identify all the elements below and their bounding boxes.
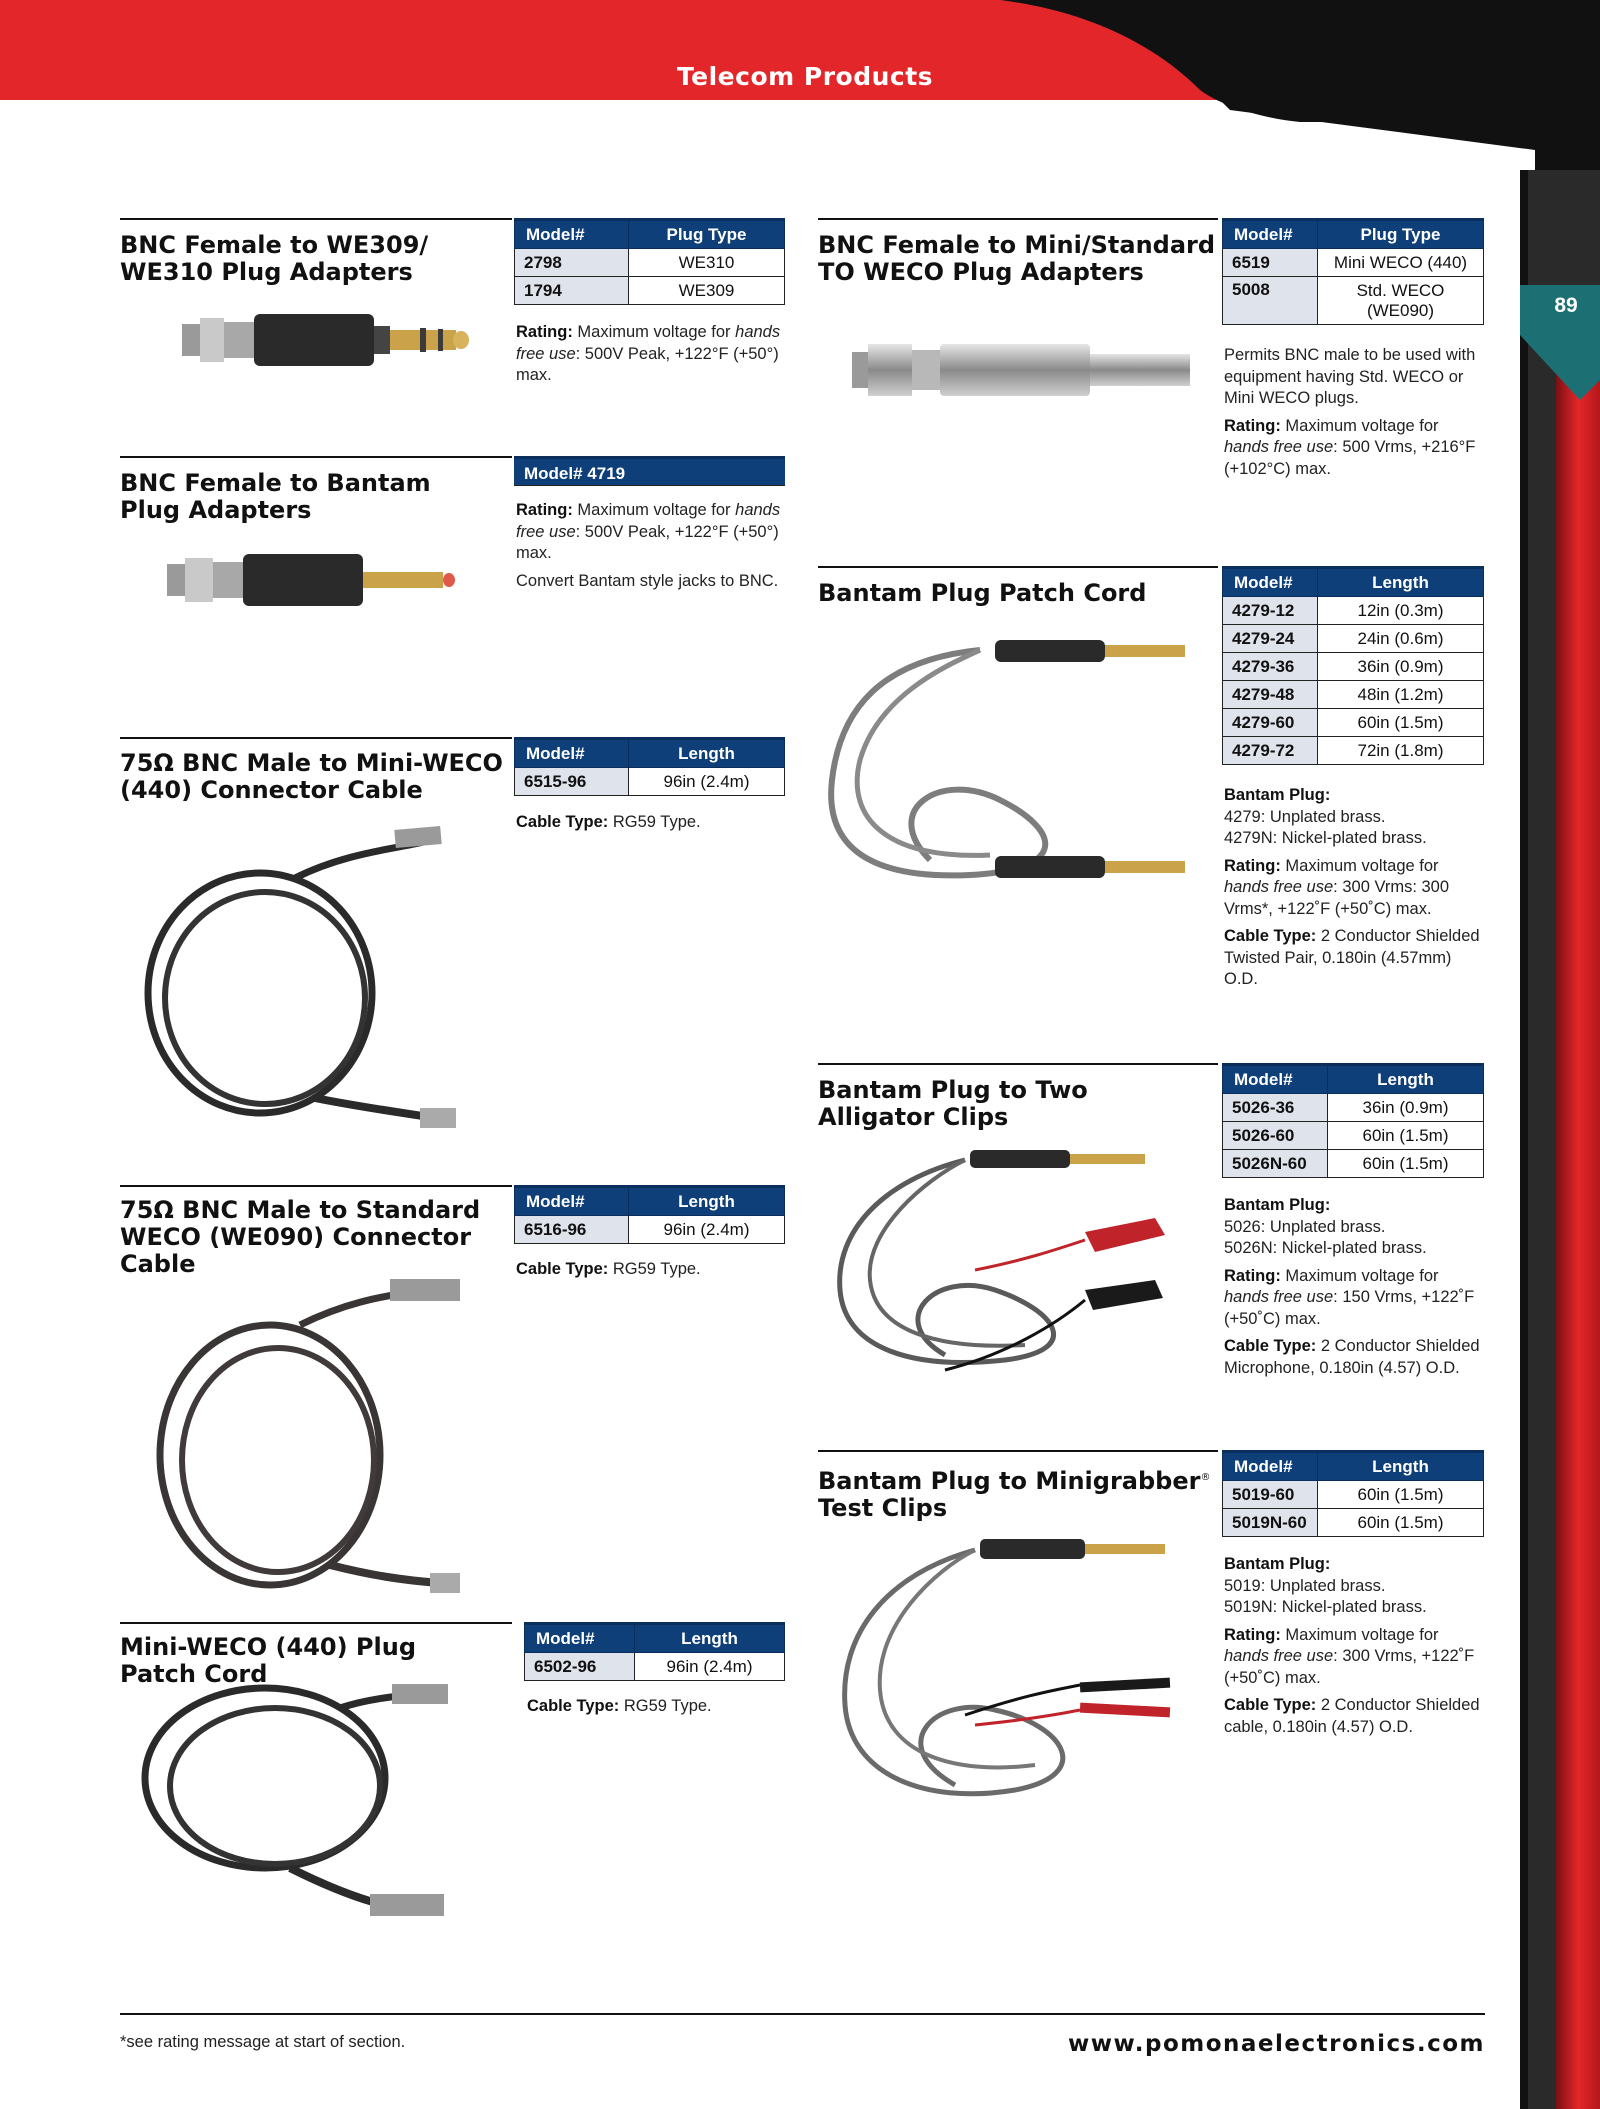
col-header: Model# <box>525 1624 635 1653</box>
value-cell: 60in (1.5m) <box>1318 1481 1484 1509</box>
model-cell: 4279-12 <box>1223 597 1318 625</box>
description-text <box>1224 1554 1484 1744</box>
spec-table-5026 <box>1222 1063 1484 1178</box>
rating-pre: Maximum voltage for <box>572 323 736 341</box>
model-cell: 2798 <box>515 249 629 277</box>
rating-italic: hands free use <box>516 501 781 541</box>
title-line: Patch Cord <box>120 1660 268 1688</box>
value-cell: 60in (1.5m) <box>1328 1150 1484 1178</box>
rating-italic: hands free use <box>1224 438 1334 456</box>
title-line: BNC Female to Mini/Standard <box>818 231 1216 259</box>
rating-label: Rating: <box>516 323 573 341</box>
plug-line: 5019N: Nickel-plated brass. <box>1224 1598 1427 1616</box>
section-title-weco-adapter <box>818 232 1215 286</box>
model-cell: 6516-96 <box>515 1216 629 1244</box>
section-title-mini-weco-cable <box>120 750 503 804</box>
title-line <box>818 1464 1210 1495</box>
cable-type-text <box>527 1696 785 1724</box>
model-cell: 4279-24 <box>1223 625 1318 653</box>
section-rule <box>818 566 1218 568</box>
cable-value: 2 Conductor Shielded cable, 0.180in (4.57) O.D. <box>1224 1696 1480 1736</box>
title-line: Cable <box>120 1250 196 1278</box>
value-cell: 60in (1.5m) <box>1328 1122 1484 1150</box>
model-cell: 4279-36 <box>1223 653 1318 681</box>
model-cell: 6515-96 <box>515 768 629 796</box>
title-line: 75Ω BNC Male to Standard <box>120 1196 481 1224</box>
value-cell: Std. WECO (WE090) <box>1318 277 1484 325</box>
value-cell: 24in (0.6m) <box>1318 625 1484 653</box>
title-line: WE310 Plug Adapters <box>120 258 413 286</box>
value-cell: WE309 <box>629 277 785 305</box>
model-cell: 5026-60 <box>1223 1122 1328 1150</box>
alligator-5026-image <box>825 1140 1205 1390</box>
rating-post: : 500 Vrms, +216°F (+102°C) max. <box>1224 438 1476 478</box>
description-text <box>1224 785 1484 997</box>
description-text <box>1224 1195 1484 1385</box>
rating-label: Rating: <box>516 501 573 519</box>
value-cell: 48in (1.2m) <box>1318 681 1484 709</box>
title-line: Bantam Plug to Two <box>818 1076 1088 1104</box>
value-cell: 60in (1.5m) <box>1318 1509 1484 1537</box>
section-rule <box>120 218 512 220</box>
cable-label: Cable Type: <box>1224 1696 1317 1714</box>
spec-table-we309 <box>514 218 785 305</box>
description-text <box>1224 345 1484 486</box>
rating-pre: Maximum voltage for <box>1280 1266 1439 1285</box>
plug-line: 5026: Unplated brass. <box>1224 1217 1386 1236</box>
cable-label: Cable Type: <box>527 1697 620 1715</box>
col-header: Length <box>1318 568 1484 597</box>
section-rule <box>120 737 512 739</box>
col-header: Length <box>1328 1065 1484 1094</box>
cable-value: 2 Conductor Shielded Microphone, 0.180in (4.57) O.D. <box>1224 1337 1480 1377</box>
col-header: Model# <box>1223 1452 1318 1481</box>
title-line: Mini-WECO (440) Plug <box>120 1633 417 1661</box>
table-row <box>1223 597 1484 625</box>
cable-value: RG59 Type. <box>619 1697 712 1715</box>
plug-label: Bantam Plug: <box>1224 1196 1331 1214</box>
table-row <box>515 249 785 277</box>
spec-table-weco-adapter <box>1222 218 1484 325</box>
registered-mark: ® <box>1200 1472 1211 1483</box>
table-row <box>1223 1150 1484 1178</box>
col-header: Model# <box>1223 568 1318 597</box>
rating-text <box>516 500 786 598</box>
model-cell: 4279-72 <box>1223 737 1318 765</box>
spec-table-6502 <box>524 1622 785 1681</box>
col-header: Model# <box>1223 1065 1328 1094</box>
model-cell: 6519 <box>1223 249 1318 277</box>
table-row <box>515 768 785 796</box>
value-cell: 36in (0.9m) <box>1318 653 1484 681</box>
value-cell: 96in (2.4m) <box>629 1216 785 1244</box>
cable-type-text <box>516 812 786 840</box>
section-rule <box>120 1622 512 1624</box>
section-title-bantam-patch <box>818 580 1146 607</box>
table-row <box>1223 625 1484 653</box>
value-cell: 12in (0.3m) <box>1318 597 1484 625</box>
rating-label: Rating: <box>1224 1625 1281 1644</box>
model-cell: 5008 <box>1223 277 1318 325</box>
title-line: Alligator Clips <box>818 1103 1009 1131</box>
cable-label: Cable Type: <box>1224 1337 1317 1355</box>
page-number: 89 <box>1554 294 1578 317</box>
plug-line: 4279N: Nickel-plated brass. <box>1224 829 1427 847</box>
model-cell: 4279-48 <box>1223 681 1318 709</box>
adapter-we309-image <box>180 300 470 380</box>
col-header: Model# <box>515 1187 629 1216</box>
table-row <box>1223 277 1484 325</box>
rating-italic: hands free use <box>1224 1288 1334 1306</box>
table-row <box>515 277 785 305</box>
adapter-bantam-image <box>165 540 465 620</box>
footer-rule <box>120 2013 1485 2015</box>
title-line: Test Clips <box>818 1494 948 1522</box>
cable-label: Cable Type: <box>1224 927 1317 945</box>
side-stripe <box>1520 170 1600 2109</box>
col-header: Model# <box>515 739 629 768</box>
page-title: Telecom Products <box>676 62 934 91</box>
value-cell: 60in (1.5m) <box>1318 709 1484 737</box>
section-rule <box>120 456 512 458</box>
table-row <box>525 1653 785 1681</box>
plug-label: Bantam Plug: <box>1224 786 1331 804</box>
col-header: Length <box>635 1624 785 1653</box>
col-header: Model# <box>1223 220 1318 249</box>
value-cell: 96in (2.4m) <box>635 1653 785 1681</box>
model-cell: 5026-36 <box>1223 1094 1328 1122</box>
rating-pre: Maximum voltage for <box>1280 416 1439 435</box>
title-line: BNC Female to Bantam <box>120 469 431 497</box>
spec-table-4279 <box>1222 566 1484 765</box>
cable-value: 2 Conductor Shielded Twisted Pair, 0.180in (4.57mm) O.D. <box>1224 927 1480 988</box>
footnote: *see rating message at start of section. <box>120 2033 406 2051</box>
cable-value: RG59 Type. <box>608 813 701 831</box>
table-row <box>1223 1481 1484 1509</box>
rating-pre: Maximum voltage for <box>572 501 736 519</box>
cable-6515-image <box>135 818 465 1138</box>
section-rule <box>120 1185 512 1187</box>
model-cell: 6502-96 <box>525 1653 635 1681</box>
model-cell: 1794 <box>515 277 629 305</box>
cable-6516-image <box>140 1265 470 1605</box>
rating-label: Rating: <box>1224 856 1281 875</box>
model-cell: 5026N-60 <box>1223 1150 1328 1178</box>
model-cell: 4279-60 <box>1223 709 1318 737</box>
table-row <box>515 1216 785 1244</box>
plug-label: Bantam Plug: <box>1224 1555 1331 1573</box>
value-cell: WE310 <box>629 249 785 277</box>
model-cell: 5019-60 <box>1223 1481 1318 1509</box>
col-header: Model# <box>515 220 629 249</box>
plug-line: 4279: Unplated brass. <box>1224 807 1386 826</box>
model-bar-4719: Model# 4719 <box>514 456 785 486</box>
col-header: Length <box>629 1187 785 1216</box>
table-row <box>1223 1509 1484 1537</box>
rating-text <box>516 322 786 393</box>
table-row <box>1223 1122 1484 1150</box>
table-row <box>1223 681 1484 709</box>
section-rule <box>818 1063 1218 1065</box>
adapter-weco-image <box>850 330 1200 410</box>
table-row <box>1223 709 1484 737</box>
section-title-we309 <box>120 232 428 286</box>
spec-table-6515 <box>514 737 785 796</box>
section-title-bantam-adapter <box>120 470 431 524</box>
col-header: Plug Type <box>1318 220 1484 249</box>
cable-type-text <box>516 1259 786 1287</box>
rating-italic: hands free use <box>1224 878 1334 896</box>
rating-post: : 300 Vrms, +122˚F (+50˚C) max. <box>1224 1647 1475 1687</box>
plug-line: 5026N: Nickel-plated brass. <box>1224 1239 1427 1257</box>
value-cell: 36in (0.9m) <box>1328 1094 1484 1122</box>
patch-6502-image <box>130 1668 460 1928</box>
spec-table-5019 <box>1222 1450 1484 1537</box>
title-line: TO WECO Plug Adapters <box>818 258 1144 286</box>
section-title-alligator <box>818 1077 1088 1131</box>
website-link[interactable]: www.pomonaelectronics.com <box>1067 2031 1485 2057</box>
table-row <box>1223 1094 1484 1122</box>
model-cell: 5019N-60 <box>1223 1509 1318 1537</box>
title-line: 75Ω BNC Male to Mini-WECO <box>120 749 503 777</box>
plug-line: 5019: Unplated brass. <box>1224 1576 1386 1595</box>
minigrabber-5019-image <box>825 1525 1205 1830</box>
table-row <box>1223 653 1484 681</box>
title-line: (440) Connector Cable <box>120 776 423 804</box>
title-line: WECO (WE090) Connector <box>120 1223 472 1251</box>
title-line: Plug Adapters <box>120 496 312 524</box>
cable-label: Cable Type: <box>516 813 609 831</box>
col-header: Plug Type <box>629 220 785 249</box>
rating-post: : 150 Vrms, +122˚F (+50˚C) max. <box>1224 1288 1475 1328</box>
rating-label: Rating: <box>1224 416 1281 435</box>
note-text: Convert Bantam style jacks to BNC. <box>516 571 779 590</box>
section-title-minigrabber <box>818 1464 1210 1522</box>
cable-label: Cable Type: <box>516 1260 609 1278</box>
table-row <box>1223 249 1484 277</box>
spec-table-6516 <box>514 1185 785 1244</box>
rating-post: : 300 Vrms: 300 Vrms*, +122˚F (+50˚C) max. <box>1224 878 1450 918</box>
rating-label: Rating: <box>1224 1266 1281 1285</box>
col-header: Length <box>1318 1452 1484 1481</box>
col-header: Length <box>629 739 785 768</box>
patch-4279-image <box>820 630 1210 920</box>
rating-post: : 500V Peak, +122°F (+50°) max. <box>516 344 779 384</box>
cable-value: RG59 Type. <box>608 1260 701 1278</box>
title-line: BNC Female to WE309/ <box>120 231 429 259</box>
rating-italic: hands free use <box>516 323 781 363</box>
value-cell: 96in (2.4m) <box>629 768 785 796</box>
rating-italic: hands free use <box>1224 1647 1334 1665</box>
title-line: Bantam Plug Patch Cord <box>818 579 1147 607</box>
value-cell: Mini WECO (440) <box>1318 249 1484 277</box>
desc-paragraph: Permits BNC male to be used with equipment having Std. WECO or Mini WECO plugs. <box>1224 346 1476 407</box>
section-rule <box>818 1450 1218 1452</box>
section-rule <box>818 218 1218 220</box>
title-text: Bantam Plug to Minigrabber <box>818 1467 1201 1495</box>
rating-pre: Maximum voltage for <box>1280 1625 1439 1644</box>
value-cell: 72in (1.8m) <box>1318 737 1484 765</box>
table-row <box>1223 737 1484 765</box>
rating-pre: Maximum voltage for <box>1280 856 1439 875</box>
rating-post: : 500V Peak, +122°F (+50°) max. <box>516 522 779 562</box>
